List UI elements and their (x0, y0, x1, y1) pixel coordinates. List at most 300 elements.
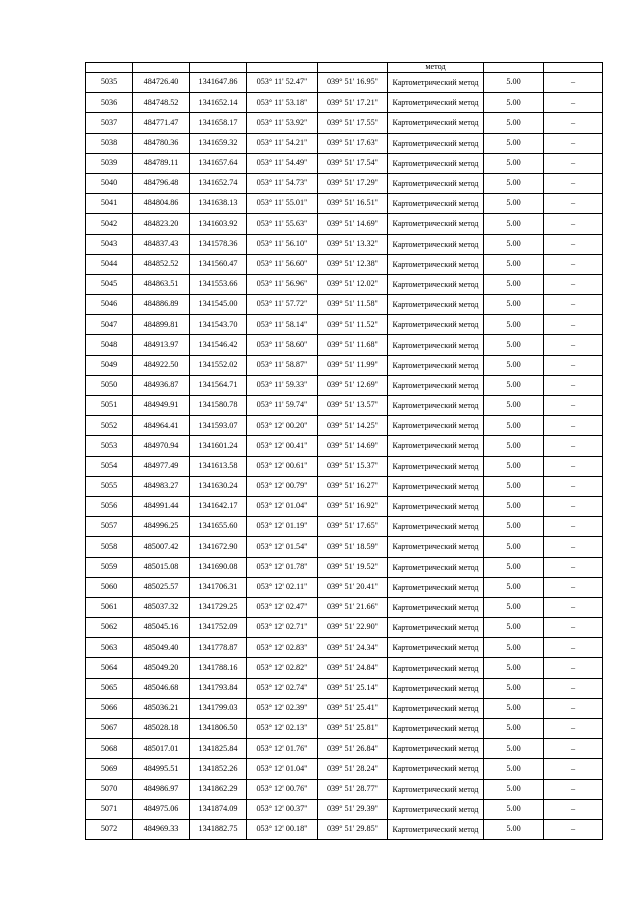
method-cell: Картометрический метод (388, 577, 484, 597)
y-coordinate-cell: 1341874.09 (190, 799, 247, 819)
table-row (86, 597, 603, 617)
accuracy-cell: 5.00 (484, 638, 544, 658)
point-number-cell: 5066 (86, 698, 133, 718)
x-coordinate-cell: 484796.48 (133, 173, 190, 193)
note-cell: – (544, 819, 603, 839)
accuracy-cell: 5.00 (484, 517, 544, 537)
note-cell: – (544, 194, 603, 214)
latitude-cell: 053° 11' 54.73" (247, 173, 318, 193)
x-coordinate-cell: 484996.25 (133, 517, 190, 537)
table-row (86, 759, 603, 779)
longitude-cell: 039° 51' 17.63" (318, 133, 388, 153)
method-cell: Картометрический метод (388, 658, 484, 678)
point-number-cell: 5060 (86, 577, 133, 597)
method-cell: Картометрический метод (388, 496, 484, 516)
latitude-cell: 053° 11' 58.14" (247, 315, 318, 335)
accuracy-cell: 5.00 (484, 819, 544, 839)
table-row (86, 153, 603, 173)
table-row (86, 456, 603, 476)
y-coordinate-cell: 1341659.32 (190, 133, 247, 153)
table-row (86, 416, 603, 436)
latitude-cell: 053° 12' 00.76" (247, 779, 318, 799)
point-number-cell: 5044 (86, 254, 133, 274)
y-coordinate-cell: 1341672.90 (190, 537, 247, 557)
note-cell: – (544, 719, 603, 739)
y-coordinate-cell: 1341603.92 (190, 214, 247, 234)
table-row (86, 274, 603, 294)
x-coordinate-cell: 485049.40 (133, 638, 190, 658)
y-coordinate-cell: 1341706.31 (190, 577, 247, 597)
accuracy-cell: 5.00 (484, 779, 544, 799)
x-coordinate-cell: 484899.81 (133, 315, 190, 335)
accuracy-cell: 5.00 (484, 799, 544, 819)
latitude-cell: 053° 11' 57.72" (247, 295, 318, 315)
method-cell: Картометрический метод (388, 819, 484, 839)
y-coordinate-cell (190, 63, 247, 73)
table-row (86, 658, 603, 678)
x-coordinate-cell: 485049.20 (133, 658, 190, 678)
longitude-cell: 039° 51' 18.59" (318, 537, 388, 557)
y-coordinate-cell: 1341806.50 (190, 719, 247, 739)
x-coordinate-cell: 484986.97 (133, 779, 190, 799)
note-cell: – (544, 517, 603, 537)
latitude-cell: 053° 11' 56.60" (247, 254, 318, 274)
note-cell: – (544, 113, 603, 133)
longitude-cell: 039° 51' 16.51" (318, 194, 388, 214)
y-coordinate-cell: 1341647.86 (190, 73, 247, 93)
x-coordinate-cell: 484837.43 (133, 234, 190, 254)
longitude-cell: 039° 51' 13.57" (318, 396, 388, 416)
x-coordinate-cell: 485017.01 (133, 739, 190, 759)
latitude-cell: 053° 12' 00.20" (247, 416, 318, 436)
longitude-cell: 039° 51' 11.58" (318, 295, 388, 315)
x-coordinate-cell: 485045.16 (133, 618, 190, 638)
accuracy-cell: 5.00 (484, 597, 544, 617)
latitude-cell: 053° 12' 01.78" (247, 557, 318, 577)
accuracy-cell: 5.00 (484, 254, 544, 274)
note-cell: – (544, 638, 603, 658)
table-row (86, 133, 603, 153)
point-number-cell: 5065 (86, 678, 133, 698)
table-row (86, 557, 603, 577)
x-coordinate-cell: 484771.47 (133, 113, 190, 133)
accuracy-cell: 5.00 (484, 113, 544, 133)
method-cell: Картометрический метод (388, 638, 484, 658)
method-cell: Картометрический метод (388, 557, 484, 577)
accuracy-cell: 5.00 (484, 739, 544, 759)
y-coordinate-cell: 1341543.70 (190, 315, 247, 335)
longitude-cell: 039° 51' 17.65" (318, 517, 388, 537)
table-row (86, 779, 603, 799)
latitude-cell: 053° 12' 00.61" (247, 456, 318, 476)
y-coordinate-cell: 1341560.47 (190, 254, 247, 274)
table-row (86, 355, 603, 375)
latitude-cell: 053° 11' 54.21" (247, 133, 318, 153)
table-row (86, 335, 603, 355)
longitude-cell: 039° 51' 14.25" (318, 416, 388, 436)
longitude-cell: 039° 51' 11.68" (318, 335, 388, 355)
method-cell: Картометрический метод (388, 93, 484, 113)
latitude-cell: 053° 12' 01.19" (247, 517, 318, 537)
note-cell: – (544, 214, 603, 234)
method-cell: Картометрический метод (388, 678, 484, 698)
longitude-cell: 039° 51' 17.29" (318, 173, 388, 193)
method-cell: Картометрический метод (388, 254, 484, 274)
note-cell: – (544, 355, 603, 375)
point-number-cell: 5062 (86, 618, 133, 638)
accuracy-cell: 5.00 (484, 577, 544, 597)
longitude-cell: 039° 51' 29.39" (318, 799, 388, 819)
method-cell: Картометрический метод (388, 73, 484, 93)
latitude-cell: 053° 12' 02.83" (247, 638, 318, 658)
point-number-cell: 5057 (86, 517, 133, 537)
accuracy-cell: 5.00 (484, 295, 544, 315)
accuracy-cell: 5.00 (484, 537, 544, 557)
point-number-cell: 5071 (86, 799, 133, 819)
x-coordinate-cell: 484936.87 (133, 375, 190, 395)
x-coordinate-cell: 484789.11 (133, 153, 190, 173)
table-row (86, 214, 603, 234)
method-cell: Картометрический метод (388, 476, 484, 496)
latitude-cell: 053° 11' 56.10" (247, 234, 318, 254)
x-coordinate-cell: 485028.18 (133, 719, 190, 739)
method-cell: Картометрический метод (388, 375, 484, 395)
note-cell: – (544, 537, 603, 557)
point-number-cell: 5059 (86, 557, 133, 577)
table-row (86, 295, 603, 315)
table-row (86, 173, 603, 193)
y-coordinate-cell: 1341552.02 (190, 355, 247, 375)
longitude-cell: 039° 51' 16.92" (318, 496, 388, 516)
point-number-cell: 5037 (86, 113, 133, 133)
point-number-cell: 5051 (86, 396, 133, 416)
note-cell: – (544, 597, 603, 617)
point-number-cell: 5036 (86, 93, 133, 113)
longitude-cell: 039° 51' 26.84" (318, 739, 388, 759)
y-coordinate-cell: 1341593.07 (190, 416, 247, 436)
method-cell: Картометрический метод (388, 153, 484, 173)
method-cell: Картометрический метод (388, 113, 484, 133)
table-row (86, 698, 603, 718)
note-cell: – (544, 396, 603, 416)
method-cell: Картометрический метод (388, 779, 484, 799)
note-cell: – (544, 698, 603, 718)
latitude-cell: 053° 12' 02.39" (247, 698, 318, 718)
point-number-cell: 5049 (86, 355, 133, 375)
y-coordinate-cell: 1341657.64 (190, 153, 247, 173)
longitude-cell: 039° 51' 20.41" (318, 577, 388, 597)
method-cell: Картометрический метод (388, 597, 484, 617)
method-cell: Картометрический метод (388, 315, 484, 335)
note-cell: – (544, 759, 603, 779)
coordinates-table (85, 62, 603, 840)
latitude-cell: 053° 12' 02.11" (247, 577, 318, 597)
accuracy-cell: 5.00 (484, 678, 544, 698)
longitude-cell: 039° 51' 21.66" (318, 597, 388, 617)
longitude-cell: 039° 51' 25.81" (318, 719, 388, 739)
longitude-cell: 039° 51' 17.21" (318, 93, 388, 113)
note-cell: – (544, 416, 603, 436)
note-cell: – (544, 496, 603, 516)
x-coordinate-cell: 484964.41 (133, 416, 190, 436)
y-coordinate-cell: 1341658.17 (190, 113, 247, 133)
note-cell: – (544, 799, 603, 819)
method-cell: Картометрический метод (388, 537, 484, 557)
point-number-cell: 5053 (86, 436, 133, 456)
table-row (86, 819, 603, 839)
y-coordinate-cell: 1341642.17 (190, 496, 247, 516)
x-coordinate-cell: 484969.33 (133, 819, 190, 839)
method-cell: Картометрический метод (388, 173, 484, 193)
table-row (86, 234, 603, 254)
accuracy-cell: 5.00 (484, 153, 544, 173)
point-number-cell: 5043 (86, 234, 133, 254)
x-coordinate-cell: 484977.49 (133, 456, 190, 476)
accuracy-cell: 5.00 (484, 355, 544, 375)
y-coordinate-cell: 1341799.03 (190, 698, 247, 718)
latitude-cell: 053° 12' 00.18" (247, 819, 318, 839)
latitude-cell: 053° 12' 02.74" (247, 678, 318, 698)
x-coordinate-cell: 484983.27 (133, 476, 190, 496)
accuracy-cell: 5.00 (484, 476, 544, 496)
method-cell: метод (388, 63, 484, 73)
y-coordinate-cell: 1341778.87 (190, 638, 247, 658)
longitude-cell: 039° 51' 11.99" (318, 355, 388, 375)
y-coordinate-cell: 1341578.36 (190, 234, 247, 254)
latitude-cell: 053° 12' 00.79" (247, 476, 318, 496)
x-coordinate-cell: 484726.40 (133, 73, 190, 93)
x-coordinate-cell: 484991.44 (133, 496, 190, 516)
method-cell: Картометрический метод (388, 335, 484, 355)
note-cell: – (544, 254, 603, 274)
x-coordinate-cell: 484975.06 (133, 799, 190, 819)
table-row (86, 375, 603, 395)
x-coordinate-cell: 484823.20 (133, 214, 190, 234)
latitude-cell: 053° 12' 01.04" (247, 496, 318, 516)
point-number-cell: 5039 (86, 153, 133, 173)
latitude-cell: 053° 12' 01.04" (247, 759, 318, 779)
point-number-cell: 5055 (86, 476, 133, 496)
table-row (86, 73, 603, 93)
latitude-cell: 053° 11' 58.60" (247, 335, 318, 355)
note-cell: – (544, 375, 603, 395)
note-cell: – (544, 436, 603, 456)
y-coordinate-cell: 1341545.00 (190, 295, 247, 315)
accuracy-cell: 5.00 (484, 73, 544, 93)
note-cell: – (544, 73, 603, 93)
accuracy-cell: 5.00 (484, 396, 544, 416)
table-row (86, 496, 603, 516)
method-cell: Картометрический метод (388, 214, 484, 234)
x-coordinate-cell: 484804.86 (133, 194, 190, 214)
note-cell: – (544, 234, 603, 254)
x-coordinate-cell: 485036.21 (133, 698, 190, 718)
longitude-cell: 039° 51' 15.37" (318, 456, 388, 476)
note-cell: – (544, 315, 603, 335)
longitude-cell (318, 63, 388, 73)
note-cell: – (544, 618, 603, 638)
point-number-cell: 5040 (86, 173, 133, 193)
longitude-cell: 039° 51' 25.41" (318, 698, 388, 718)
latitude-cell: 053° 11' 55.63" (247, 214, 318, 234)
accuracy-cell: 5.00 (484, 93, 544, 113)
accuracy-cell: 5.00 (484, 436, 544, 456)
longitude-cell: 039° 51' 24.84" (318, 658, 388, 678)
longitude-cell: 039° 51' 22.90" (318, 618, 388, 638)
longitude-cell: 039° 51' 28.77" (318, 779, 388, 799)
method-cell: Картометрический метод (388, 799, 484, 819)
note-cell: – (544, 456, 603, 476)
point-number-cell: 5056 (86, 496, 133, 516)
accuracy-cell: 5.00 (484, 456, 544, 476)
point-number-cell: 5068 (86, 739, 133, 759)
latitude-cell: 053° 11' 53.18" (247, 93, 318, 113)
note-cell: – (544, 153, 603, 173)
accuracy-cell: 5.00 (484, 133, 544, 153)
point-number-cell: 5038 (86, 133, 133, 153)
note-cell: – (544, 133, 603, 153)
point-number-cell: 5045 (86, 274, 133, 294)
method-cell: Картометрический метод (388, 719, 484, 739)
longitude-cell: 039° 51' 14.69" (318, 214, 388, 234)
y-coordinate-cell: 1341546.42 (190, 335, 247, 355)
x-coordinate-cell: 484949.91 (133, 396, 190, 416)
y-coordinate-cell: 1341729.25 (190, 597, 247, 617)
y-coordinate-cell: 1341788.16 (190, 658, 247, 678)
y-coordinate-cell: 1341793.84 (190, 678, 247, 698)
accuracy-cell: 5.00 (484, 274, 544, 294)
note-cell: – (544, 93, 603, 113)
y-coordinate-cell: 1341553.66 (190, 274, 247, 294)
y-coordinate-cell: 1341862.29 (190, 779, 247, 799)
method-cell: Картометрический метод (388, 739, 484, 759)
longitude-cell: 039° 51' 12.02" (318, 274, 388, 294)
x-coordinate-cell: 485015.08 (133, 557, 190, 577)
latitude-cell: 053° 11' 55.01" (247, 194, 318, 214)
x-coordinate-cell: 484886.89 (133, 295, 190, 315)
latitude-cell: 053° 12' 00.37" (247, 799, 318, 819)
x-coordinate-cell: 484970.94 (133, 436, 190, 456)
table-row (86, 799, 603, 819)
longitude-cell: 039° 51' 25.14" (318, 678, 388, 698)
longitude-cell: 039° 51' 16.95" (318, 73, 388, 93)
latitude-cell: 053° 12' 02.47" (247, 597, 318, 617)
latitude-cell: 053° 12' 02.82" (247, 658, 318, 678)
latitude-cell: 053° 11' 54.49" (247, 153, 318, 173)
point-number-cell: 5041 (86, 194, 133, 214)
accuracy-cell: 5.00 (484, 416, 544, 436)
longitude-cell: 039° 51' 11.52" (318, 315, 388, 335)
accuracy-cell: 5.00 (484, 759, 544, 779)
y-coordinate-cell: 1341652.74 (190, 173, 247, 193)
note-cell: – (544, 779, 603, 799)
y-coordinate-cell: 1341601.24 (190, 436, 247, 456)
y-coordinate-cell: 1341690.08 (190, 557, 247, 577)
y-coordinate-cell: 1341580.78 (190, 396, 247, 416)
note-cell: – (544, 678, 603, 698)
accuracy-cell: 5.00 (484, 234, 544, 254)
accuracy-cell: 5.00 (484, 698, 544, 718)
accuracy-cell: 5.00 (484, 658, 544, 678)
latitude-cell: 053° 11' 58.87" (247, 355, 318, 375)
point-number-cell: 5052 (86, 416, 133, 436)
accuracy-cell: 5.00 (484, 496, 544, 516)
longitude-cell: 039° 51' 24.34" (318, 638, 388, 658)
longitude-cell: 039° 51' 17.55" (318, 113, 388, 133)
point-number-cell: 5069 (86, 759, 133, 779)
note-cell: – (544, 335, 603, 355)
table-row (86, 739, 603, 759)
latitude-cell: 053° 12' 00.41" (247, 436, 318, 456)
point-number-cell: 5042 (86, 214, 133, 234)
method-cell: Картометрический метод (388, 194, 484, 214)
latitude-cell: 053° 12' 01.76" (247, 739, 318, 759)
point-number-cell: 5054 (86, 456, 133, 476)
point-number-cell: 5067 (86, 719, 133, 739)
point-number-cell: 5035 (86, 73, 133, 93)
y-coordinate-cell: 1341652.14 (190, 93, 247, 113)
y-coordinate-cell: 1341882.75 (190, 819, 247, 839)
note-cell: – (544, 173, 603, 193)
accuracy-cell: 5.00 (484, 719, 544, 739)
table-row (86, 577, 603, 597)
longitude-cell: 039° 51' 16.27" (318, 476, 388, 496)
point-number-cell: 5070 (86, 779, 133, 799)
x-coordinate-cell: 485037.32 (133, 597, 190, 617)
table-row (86, 254, 603, 274)
point-number-cell: 5063 (86, 638, 133, 658)
coordinates-table-sheet (85, 62, 603, 840)
point-number-cell (86, 63, 133, 73)
method-cell: Картометрический метод (388, 698, 484, 718)
point-number-cell: 5058 (86, 537, 133, 557)
y-coordinate-cell: 1341613.58 (190, 456, 247, 476)
x-coordinate-cell: 484863.51 (133, 274, 190, 294)
table-row (86, 396, 603, 416)
method-cell: Картометрический метод (388, 618, 484, 638)
table-row (86, 618, 603, 638)
y-coordinate-cell: 1341638.13 (190, 194, 247, 214)
y-coordinate-cell: 1341564.71 (190, 375, 247, 395)
x-coordinate-cell (133, 63, 190, 73)
table-row (86, 315, 603, 335)
x-coordinate-cell: 484748.52 (133, 93, 190, 113)
longitude-cell: 039° 51' 12.38" (318, 254, 388, 274)
note-cell: – (544, 557, 603, 577)
latitude-cell: 053° 11' 53.92" (247, 113, 318, 133)
x-coordinate-cell: 484913.97 (133, 335, 190, 355)
accuracy-cell: 5.00 (484, 194, 544, 214)
method-cell: Картометрический метод (388, 759, 484, 779)
method-cell: Картометрический метод (388, 456, 484, 476)
longitude-cell: 039° 51' 19.52" (318, 557, 388, 577)
accuracy-cell: 5.00 (484, 214, 544, 234)
accuracy-cell: 5.00 (484, 335, 544, 355)
table-row (86, 517, 603, 537)
latitude-cell: 053° 11' 56.96" (247, 274, 318, 294)
y-coordinate-cell: 1341752.09 (190, 618, 247, 638)
point-number-cell: 5050 (86, 375, 133, 395)
latitude-cell (247, 63, 318, 73)
method-cell: Картометрический метод (388, 416, 484, 436)
point-number-cell: 5047 (86, 315, 133, 335)
accuracy-cell (484, 63, 544, 73)
longitude-cell: 039° 51' 12.69" (318, 375, 388, 395)
method-cell: Картометрический метод (388, 517, 484, 537)
accuracy-cell: 5.00 (484, 375, 544, 395)
note-cell: – (544, 295, 603, 315)
x-coordinate-cell: 484852.52 (133, 254, 190, 274)
